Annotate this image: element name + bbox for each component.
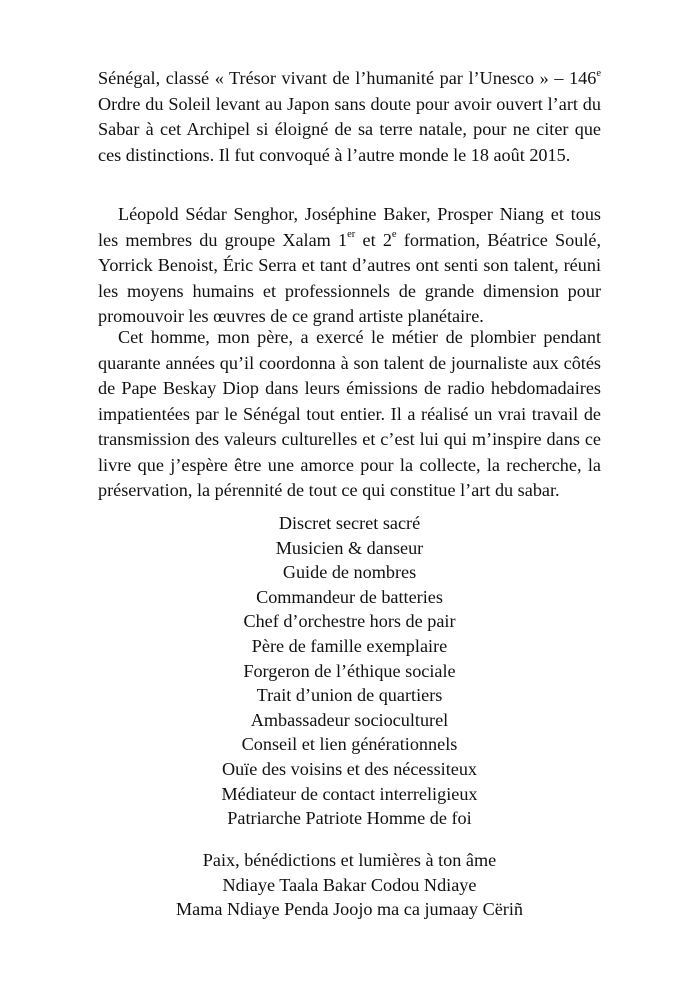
poem-line: Trait d’union de quartiers: [256, 685, 443, 706]
ordinal-superscript-second: e: [391, 229, 397, 241]
poem-line: Conseil et lien générationnels: [241, 734, 458, 755]
paragraph-3: [98, 325, 601, 504]
paragraph-1-text-continued: Ordre du Soleil levant au Japon sans doute pour avoir ouvert l’art du Sabar à cet Archipel si éloigné de sa terre natale, pour ne citer que ces distinctions. Il fut convoqué à l’autre monde le 18 août 2015.: [98, 93, 601, 165]
closing-line: Mama Ndiaye Penda Joojo ma ca jumaay Cëriñ: [176, 899, 523, 920]
poem-line: Ouïe des voisins et des nécessiteux: [221, 758, 478, 779]
poem-line: Forgeron de l’éthique sociale: [243, 660, 456, 681]
ordinal-superscript-first: er: [347, 229, 356, 241]
closing-line: Ndiaye Taala Bakar Codou Ndiaye: [222, 874, 477, 895]
ordinal-superscript: e: [596, 67, 601, 79]
poem-line: Médiateur de contact interreligieux: [221, 783, 478, 804]
poem-line: Guide de nombres: [282, 562, 417, 583]
closing-blessing: [98, 848, 601, 922]
paragraph-3-text: Cet homme, mon père, a exercé le métier de plombier pendant quarante années qu’il coordonna à son talent de journaliste aux côtés de Pape Beskay Diop dans leurs émissions de radio hebdomadaires impatientées par le Sénégal tout entier. Il a réalisé un vrai travail de transmission des valeurs culturelles et c’est lui qui m’inspire dans ce livre que j’espère être une amorce pour la collecte, la recherche, la préservation, la pérennité de tout ce qui constitue l’art du sabar.: [98, 327, 601, 500]
paragraph-2-text-continued: formation, Béatrice Soulé, Yorrick Benoist, Éric Serra et tant d’autres ont senti son talent, réuni les moyens humains et professionnels de grande dimension pour promouvoir les œuvres de ce grand artiste planétaire.: [98, 229, 602, 326]
paragraph-1: [98, 66, 601, 168]
poem-line: Patriarche Patriote Homme de foi: [227, 808, 472, 829]
poem-line: Père de famille exemplaire: [251, 635, 448, 656]
tribute-poem: [98, 511, 601, 831]
paragraph-1-text: Sénégal, classé « Trésor vivant de l’humanité par l’Unesco » – 146: [98, 68, 597, 88]
poem-line: Chef d’orchestre hors de pair: [243, 611, 456, 632]
poem-line: Musicien & danseur: [275, 537, 424, 558]
paragraph-2-text-and: et 2: [355, 229, 392, 250]
paragraph-2: [98, 202, 601, 330]
poem-line: Commandeur de batteries: [256, 586, 443, 607]
paragraph-2-text: Léopold Sédar Senghor, Joséphine Baker, Prosper Niang et tous les membres du groupe Xalam 1: [98, 204, 601, 250]
closing-line: Paix, bénédictions et lumières à ton âme: [202, 850, 497, 870]
poem-line: Discret secret sacré: [278, 513, 421, 533]
poem-line: Ambassadeur socioculturel: [250, 709, 449, 730]
